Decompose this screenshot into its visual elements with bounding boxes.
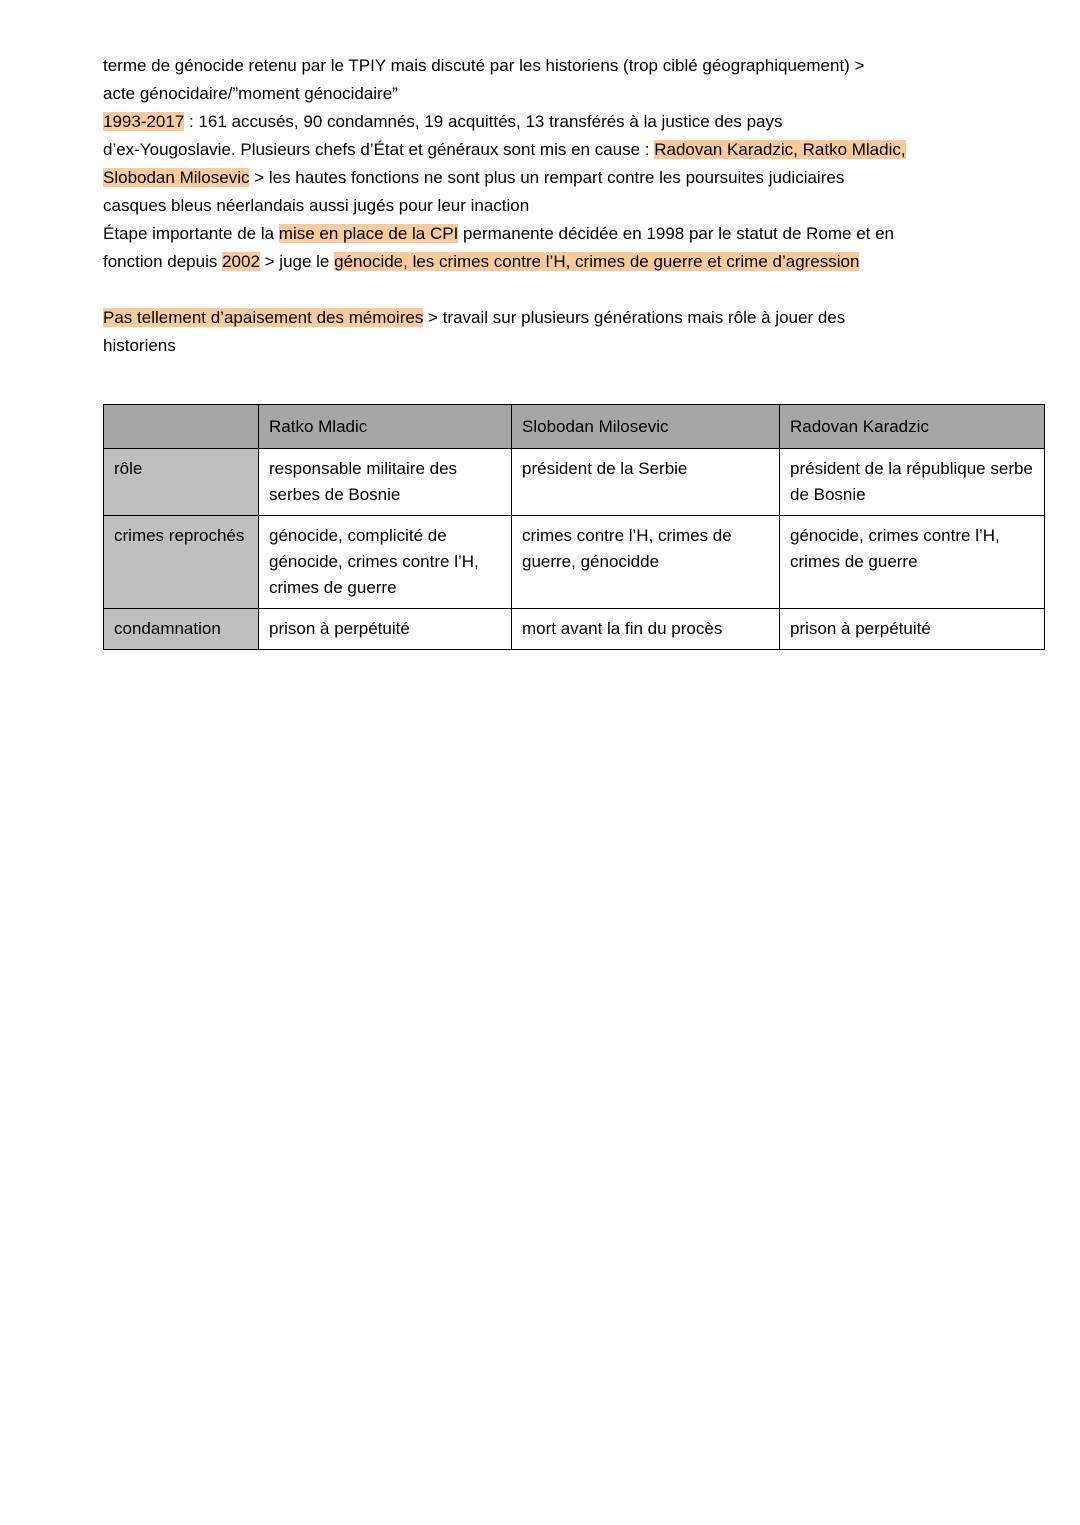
text-segment: casques bleus néerlandais aussi jugés pour leur inaction bbox=[103, 196, 530, 215]
text-segment: d’ex-Yougoslavie. Plusieurs chefs d’État et généraux sont mis en cause : bbox=[103, 140, 655, 159]
table-header-cell: Radovan Karadzic bbox=[780, 405, 1045, 449]
table-header-row bbox=[104, 405, 1045, 449]
table-row bbox=[104, 609, 1045, 650]
text-segment: Étape importante de la bbox=[103, 224, 279, 243]
highlighted-text: 1993-2017 bbox=[103, 112, 185, 131]
text-segment: fonction depuis bbox=[103, 252, 223, 271]
highlighted-text: mise en place de la CPI bbox=[278, 224, 459, 243]
table-cell: crimes contre l’H, crimes de guerre, génocidde bbox=[512, 516, 780, 609]
text-segment: terme de génocide retenu par le TPIY mais discuté par les historiens (trop ciblé géographiquement) > bbox=[103, 56, 865, 75]
notes-text-block bbox=[103, 52, 1053, 360]
text-line bbox=[103, 304, 1053, 332]
text-segment: > juge le bbox=[259, 252, 335, 271]
text-segment: > travail sur plusieurs générations mais rôle à jouer des bbox=[423, 308, 846, 327]
text-segment: acte génocidaire/”moment génocidaire” bbox=[103, 84, 398, 103]
table-cell: prison à perpétuité bbox=[780, 609, 1045, 650]
highlighted-text: Slobodan Milosevic bbox=[103, 168, 250, 187]
highlighted-text: génocide, les crimes contre l’H, crimes de guerre et crime d’agression bbox=[334, 252, 860, 271]
table-row bbox=[104, 449, 1045, 516]
text-line bbox=[103, 52, 1053, 80]
highlighted-text: Radovan Karadzic, Ratko Mladic, bbox=[654, 140, 906, 159]
text-line bbox=[103, 164, 1053, 192]
table-cell: président de la Serbie bbox=[512, 449, 780, 516]
row-label-cell: crimes reprochés bbox=[104, 516, 259, 609]
paragraph-gap bbox=[103, 276, 1053, 304]
text-line bbox=[103, 220, 1053, 248]
row-label-cell: condamnation bbox=[104, 609, 259, 650]
table-row bbox=[104, 516, 1045, 609]
text-line bbox=[103, 108, 1053, 136]
highlighted-text: Pas tellement d’apaisement des mémoires bbox=[103, 308, 424, 327]
table-header-cell: Ratko Mladic bbox=[259, 405, 512, 449]
row-label-cell: rôle bbox=[104, 449, 259, 516]
text-line bbox=[103, 80, 1053, 108]
table-corner-cell bbox=[104, 405, 259, 449]
table-cell: prison à perpétuité bbox=[259, 609, 512, 650]
table-cell: mort avant la fin du procès bbox=[512, 609, 780, 650]
text-segment: : 161 accusés, 90 condamnés, 19 acquittés, 13 transférés à la justice des pays bbox=[184, 112, 783, 131]
text-segment: > les hautes fonctions ne sont plus un rempart contre les poursuites judiciaires bbox=[249, 168, 845, 187]
text-segment: historiens bbox=[103, 336, 176, 355]
table-cell: responsable militaire des serbes de Bosnie bbox=[259, 449, 512, 516]
text-line bbox=[103, 248, 1053, 276]
text-line bbox=[103, 136, 1053, 164]
text-line bbox=[103, 192, 1053, 220]
text-segment: permanente décidée en 1998 par le statut de Rome et en bbox=[458, 224, 895, 243]
table-cell: président de la république serbe de Bosnie bbox=[780, 449, 1045, 516]
text-line bbox=[103, 332, 1053, 360]
table-header-cell: Slobodan Milosevic bbox=[512, 405, 780, 449]
table-cell: génocide, complicité de génocide, crimes contre l’H, crimes de guerre bbox=[259, 516, 512, 609]
table-cell: génocide, crimes contre l’H, crimes de guerre bbox=[780, 516, 1045, 609]
comparison-table bbox=[103, 404, 1045, 650]
highlighted-text: 2002 bbox=[222, 252, 260, 271]
